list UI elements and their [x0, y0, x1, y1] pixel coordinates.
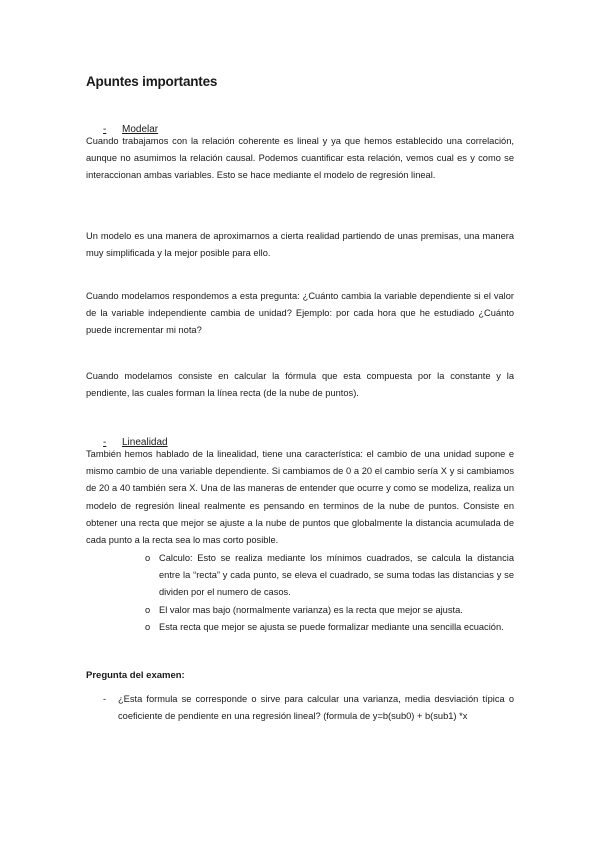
paragraph-modelar-2: Un modelo es una manera de aproximarnos a cierta realidad partiendo de unas premisas, una manera muy simplificada y la mejor posible para ello. — [86, 231, 514, 259]
bullet-marker: o — [145, 621, 151, 632]
list-item — [145, 619, 514, 636]
exam-question-label: Pregunta del examen: — [86, 670, 185, 681]
bullet-marker: o — [145, 553, 151, 563]
heading-text: Linealidad — [122, 437, 168, 448]
paragraph-modelar-4: Cuando modelamos consiste en calcular la fórmula que esta compuesta por la constante y la pendiente, las cuales forman la línea recta (de la nube de puntos). — [86, 371, 514, 399]
bullet-marker: o — [145, 604, 151, 615]
list-item-text: Calculo: Esto se realiza mediante los mínimos cuadrados, se calcula la distancia entre la “recta” y cada punto, se eleva el cuadrado, se suma todas las distancias y se dividen por el numero de casos. — [159, 553, 514, 598]
paragraph-modelar-3: Cuando modelamos respondemos a esta pregunta: ¿Cuánto cambia la variable dependiente si el valor de la variable independiente cambia de unidad? Ejemplo: por cada hora que he estudiado ¿Cuánto puede incrementar mi nota? — [86, 291, 514, 336]
list-item-text: Esta recta que mejor se ajusta se puede formalizar mediante una sencilla ecuación. — [159, 621, 504, 632]
list-item — [145, 550, 514, 602]
document-title: Apuntes importantes — [86, 74, 218, 89]
heading-dash: - — [103, 124, 107, 135]
paragraph-modelar-1: Cuando trabajamos con la relación coherente es lineal y ya que hemos establecido una correlación, aunque no asumimos la relación causal. Podemos cuantificar esta relación, vemos cual es y como se interaccionan ambas variables. Esto se hace mediante el modelo de regresión lineal. — [86, 136, 514, 181]
question-dash: - — [103, 694, 107, 704]
question-text: ¿Esta formula se corresponde o sirve para calcular una varianza, media desviación típica o coeficiente de pendiente en una regresión lineal? (formula de y=b(sub0) + b(sub1) *x — [118, 694, 514, 722]
paragraph-linealidad-1: También hemos hablado de la linealidad, tiene una característica: el cambio de una unidad supone e mismo cambio de una variable dependiente. Si cambiamos de 0 a 20 el cambio sería X y si cambiamos de 20 a 40 también sera X. Una de las maneras de entender que ocurre y como se modeliza, realiza un modelo de regresión lineal realmente es pensando en terminos de la nube de puntos. Consiste en obtener una recta que mejor se ajuste a la nube de puntos que globalmente la distancia acumulada de cada punto a la recta sea lo mas corto posible. — [86, 449, 514, 546]
list-item-text: El valor mas bajo (normalmente varianza) es la recta que mejor se ajusta. — [159, 604, 463, 615]
heading-text: Modelar — [122, 124, 159, 135]
heading-dash: - — [103, 437, 107, 448]
exam-question — [103, 691, 514, 725]
bullet-list — [145, 550, 514, 636]
list-item — [145, 602, 514, 619]
